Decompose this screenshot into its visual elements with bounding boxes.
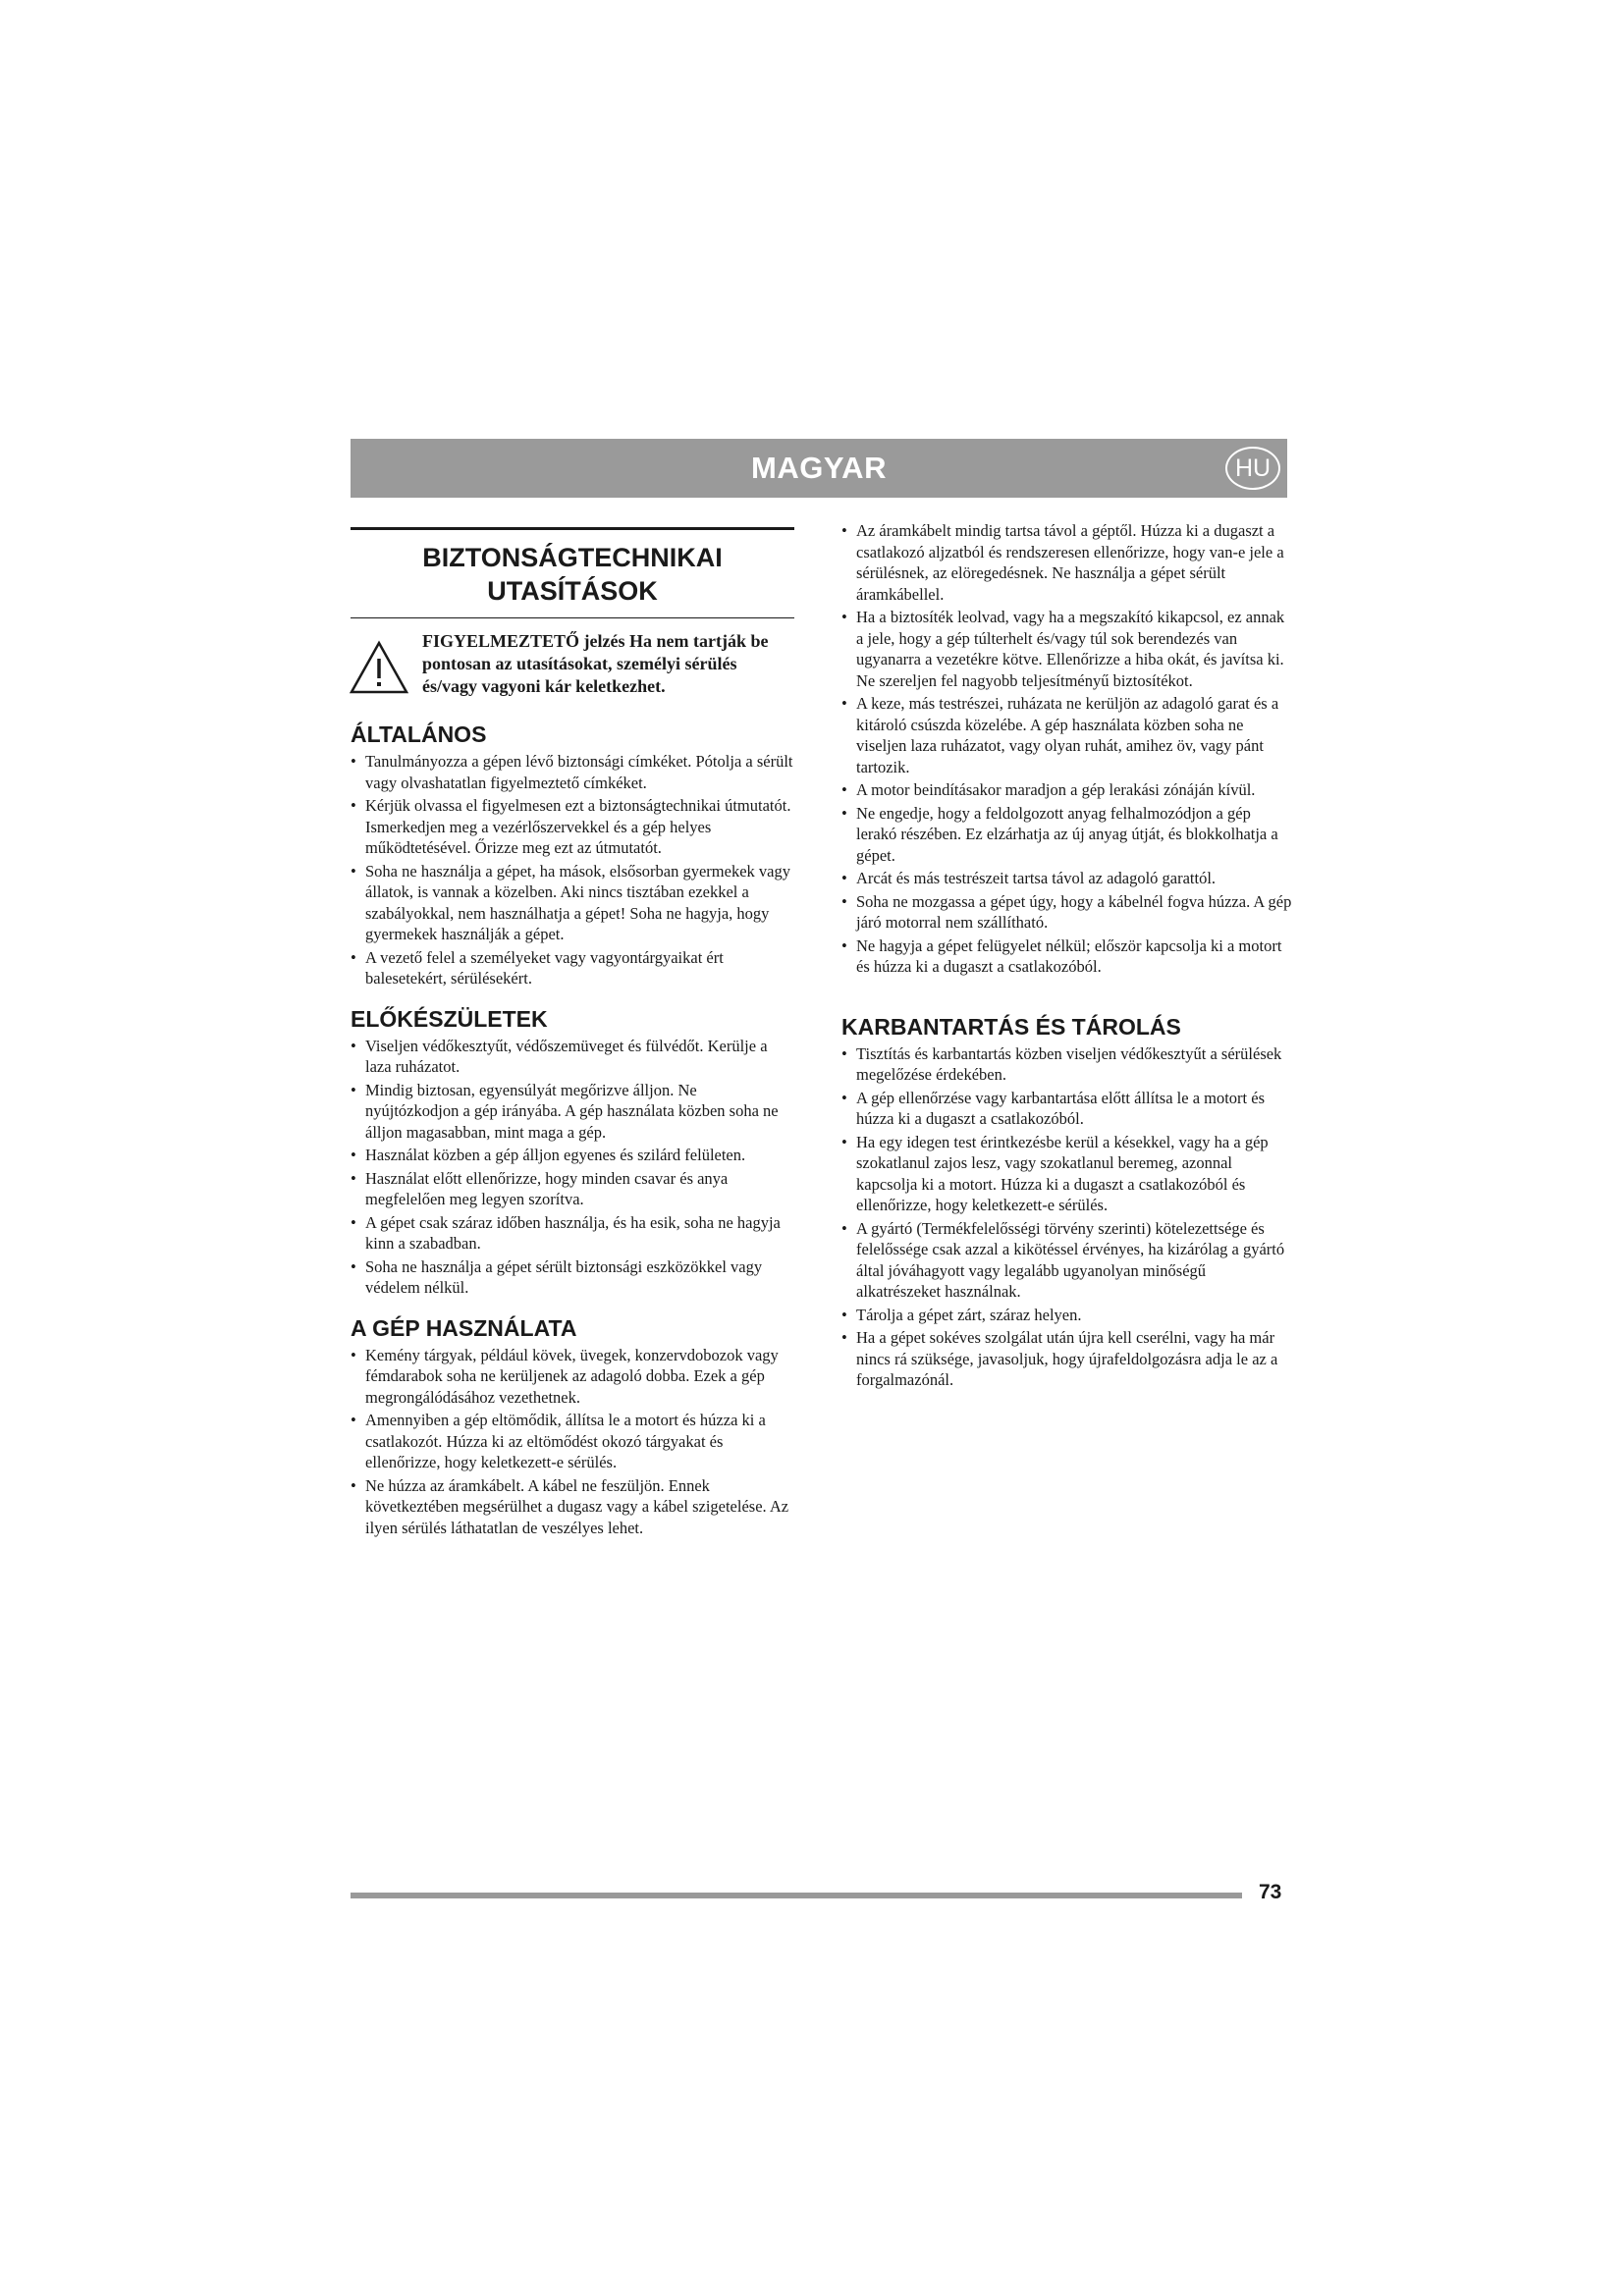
list-item: • A motor beindításakor maradjon a gép lerakási zónáján kívül.	[841, 779, 1293, 801]
page-title: BIZTONSÁGTECHNIKAI UTASÍTÁSOK	[351, 527, 794, 618]
list-item: • Soha ne használja a gépet sérült biztonsági eszközökkel vagy védelem nélkül.	[351, 1256, 794, 1299]
language-badge: HU	[1225, 447, 1280, 490]
warning-triangle-icon	[349, 640, 409, 695]
list-item: • Mindig biztosan, egyensúlyát megőrizve álljon. Ne nyújtózkodjon a gép irányába. A gép használata közben soha ne álljon magasabban, mint maga a gép.	[351, 1080, 794, 1144]
list-item: • Ne húzza az áramkábelt. A kábel ne feszüljön. Ennek következtében megsérülhet a dugasz vagy a kábel szigetelése. Az ilyen sérülés láthatatlan de veszélyes lehet.	[351, 1475, 794, 1539]
list-item: • Arcát és más testrészeit tartsa távol az adagoló garattól.	[841, 868, 1293, 889]
list-item: • Ha a biztosíték leolvad, vagy ha a megszakító kikapcsol, ez annak a jele, hogy a gép túlterhelt és/vagy túl sok berendezés van ugyanarra a vezetékre kötve. Ellenőrizze a hiba okát, és javítsa ki. Ne szereljen fel nagyobb teljesítményű biztosítékot.	[841, 607, 1293, 691]
list-item: • Ha a gépet sokéves szolgálat után újra kell cserélni, vagy ha már nincs rá szüksége, javasoljuk, hogy újrafeldolgozásra adja le az a forgalmazónál.	[841, 1327, 1293, 1391]
operation-list	[351, 1345, 794, 1539]
list-item: • Kérjük olvassa el figyelmesen ezt a biztonságtechnikai útmutatót. Ismerkedjen meg a vezérlőszervekkel és a gép helyes működtetésével. Őrizze meg ezt az útmutatót.	[351, 795, 794, 859]
list-item: • Tanulmányozza a gépen lévő biztonsági címkéket. Pótolja a sérült vagy olvashatatlan figyelmeztető címkéket.	[351, 751, 794, 793]
section-heading-operation: A GÉP HASZNÁLATA	[351, 1314, 577, 1341]
list-item: • Kemény tárgyak, például kövek, üvegek, konzervdobozok vagy fémdarabok soha ne kerüljenek az adagoló dobba. Ezek a gép megrongálódásához vezethetnek.	[351, 1345, 794, 1409]
left-column	[351, 527, 794, 1540]
list-item: • A gyártó (Termékfelelősségi törvény szerinti) kötelezettsége és felelőssége csak azzal a kikötéssel érvényes, ha kizárólag a gyártó által jóváhagyott vagy legalább ugyanolyan minőségű alkatrészeket használnak.	[841, 1218, 1293, 1303]
list-item: • A gépet csak száraz időben használja, és ha esik, soha ne hagyja kinn a szabadban.	[351, 1212, 794, 1255]
list-item: • Használat közben a gép álljon egyenes és szilárd felületen.	[351, 1145, 794, 1166]
list-item: • Ha egy idegen test érintkezésbe kerül a késekkel, vagy ha a gép szokatlanul zajos lesz, vagy szokatlanul beremeg, azonnal kapcsolja ki a motort. Húzza ki a dugaszt a csatlakozóból és ellenőrizze, hogy keletkezett-e sérülés.	[841, 1132, 1293, 1216]
preparation-list	[351, 1036, 794, 1299]
list-item: • Ne hagyja a gépet felügyelet nélkül; először kapcsolja ki a motort és húzza ki a dugaszt a csatlakozóból.	[841, 935, 1293, 978]
operation-list-continued	[841, 520, 1293, 978]
list-item: • Az áramkábelt mindig tartsa távol a géptől. Húzza ki a dugaszt a csatlakozó aljzatból és rendszeresen ellenőrizze, hogy van-e jele a sérülésnek, az elöregedésnek. Ne használja a gépet sérült áramkábellel.	[841, 520, 1293, 605]
right-column	[841, 520, 1293, 1393]
list-item: • Amennyiben a gép eltömődik, állítsa le a motort és húzza ki a csatlakozót. Húzza ki az eltömődést okozó tárgyakat és ellenőrizze, hogy keletkezett-e sérülés.	[351, 1410, 794, 1473]
general-list	[351, 751, 794, 989]
maintenance-list	[841, 1043, 1293, 1391]
list-item: • Viseljen védőkesztyűt, védőszemüveget és fülvédőt. Kerülje a laza ruházatot.	[351, 1036, 794, 1078]
section-heading-maintenance: KARBANTARTÁS ÉS TÁROLÁS	[841, 1013, 1181, 1040]
list-item: • A gép ellenőrzése vagy karbantartása előtt állítsa le a motort és húzza ki a dugaszt a csatlakozóból.	[841, 1088, 1293, 1130]
list-item: • Tisztítás és karbantartás közben viseljen védőkesztyűt a sérülések megelőzése érdekében.	[841, 1043, 1293, 1086]
section-heading-general: ÁLTALÁNOS	[351, 721, 487, 747]
list-item: • Tárolja a gépet zárt, száraz helyen.	[841, 1305, 1293, 1326]
language-banner	[351, 439, 1287, 498]
section-heading-preparation: ELŐKÉSZÜLETEK	[351, 1005, 548, 1032]
warning-notice	[351, 630, 794, 698]
page-number: 73	[1259, 1881, 1282, 1903]
warning-text: FIGYELMEZTETŐ jelzés Ha nem tartják be pontosan az utasításokat, személyi sérülés és/vagy vagyoni kár keletkezhet.	[422, 631, 769, 696]
footer-rule	[351, 1893, 1242, 1898]
list-item: • A keze, más testrészei, ruházata ne kerüljön az adagoló garat és a kitároló csúszda közelébe. A gép használata közben soha ne viseljen laza ruházatot, vagy olyan ruhát, amihez öv, vagy pánt tartozik.	[841, 693, 1293, 777]
list-item: • Ne engedje, hogy a feldolgozott anyag felhalmozódjon a gép lerakó részében. Ez elzárhatja az új anyag útját, és blokkolhatja a gépet.	[841, 803, 1293, 867]
list-item: • A vezető felel a személyeket vagy vagyontárgyaikat ért balesetekért, sérülésekért.	[351, 947, 794, 989]
banner-title: MAGYAR	[751, 451, 887, 485]
list-item: • Használat előtt ellenőrizze, hogy minden csavar és anya megfelelően meg legyen szorítva.	[351, 1168, 794, 1210]
list-item: • Soha ne használja a gépet, ha mások, elsősorban gyermekek vagy állatok, is vannak a közelben. Aki nincs tisztában ezekkel a szabályokkal, nem használhatja a gépet! Soha ne hagyja, hogy gyermekek használják a gépet.	[351, 861, 794, 945]
list-item: • Soha ne mozgassa a gépet úgy, hogy a kábelnél fogva húzza. A gép járó motorral nem szállítható.	[841, 891, 1293, 934]
